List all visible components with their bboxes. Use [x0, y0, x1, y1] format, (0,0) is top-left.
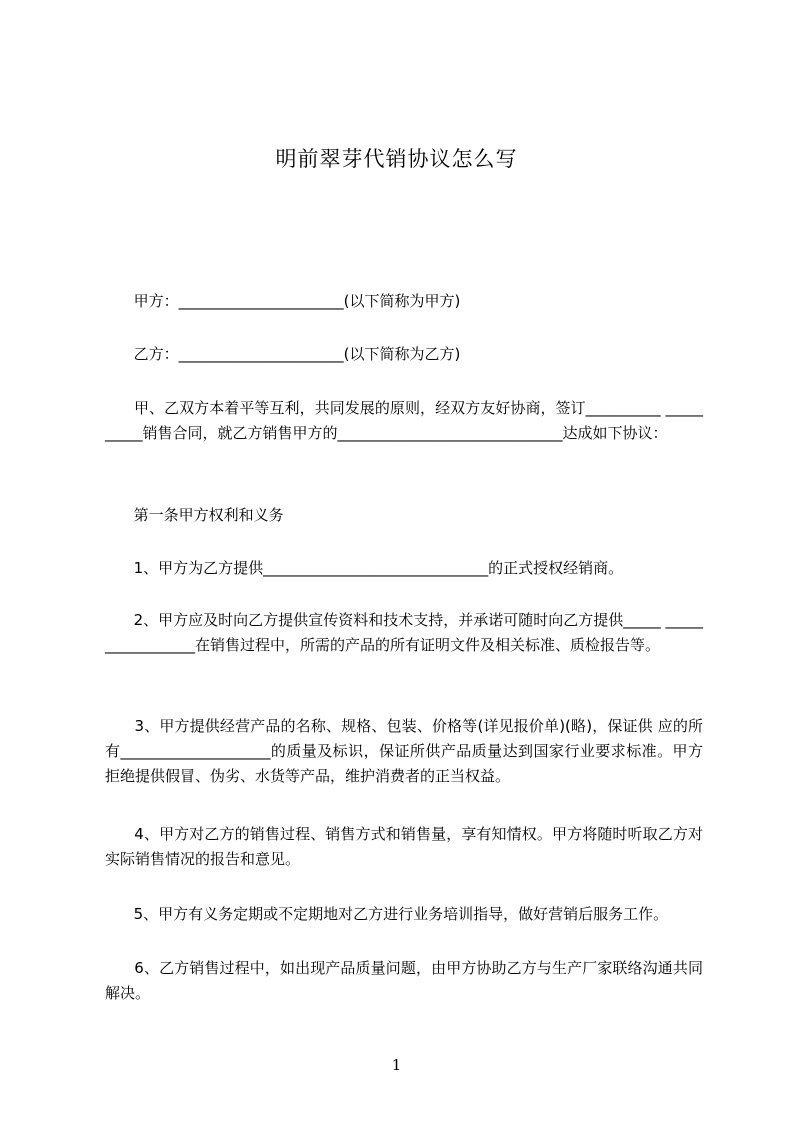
clause-1: 1、甲方为乙方提供______________________________的正式授权经销商。 — [105, 559, 624, 577]
party-b-line: 乙方：______________________(以下简称为乙方) — [105, 345, 461, 363]
article-one-heading: 第一条甲方权利和义务 — [105, 506, 284, 524]
document-title: 明前翠芽代销协议怎么写 — [275, 147, 518, 171]
clause-6: 6、乙方销售过程中，如出现产品质量问题，由甲方协助乙方与生产厂家联络沟通共同解决。 — [105, 959, 703, 1002]
clause-5: 5、甲方有义务定期或不定期地对乙方进行业务培训指导，做好营销后服务工作。 — [105, 905, 669, 923]
preamble-paragraph: 甲、乙双方本着平等互利，共同发展的原则，经双方友好协商，签订__________ __________销售合同，就乙方销售甲方的______________________________达成如下协议： — [105, 399, 703, 442]
page-number: 1 — [391, 1056, 402, 1074]
party-a-line: 甲方：______________________(以下简称为甲方) — [105, 292, 461, 310]
clause-4: 4、甲方对乙方的销售过程、销售方式和销售量，享有知情权。甲方将随时听取乙方对实际销售情况的报告和意见。 — [105, 825, 703, 868]
clause-3: 3、甲方提供经营产品的名称、规格、包装、价格等(详见报价单)(略)，保证供 应的所有____________________的质量及标识，保证所供产品质量达到国家行业要求标准。甲方拒绝提供假冒、伪劣、水货等产品，维护消费者的正当权益。 — [105, 717, 703, 785]
clause-2: 2、甲方应及时向乙方提供宣传资料和技术支持，并承诺可随时向乙方提供_____ _________________在销售过程中，所需的产品的所有证明文件及相关标准、质检报告等。 — [105, 611, 703, 654]
